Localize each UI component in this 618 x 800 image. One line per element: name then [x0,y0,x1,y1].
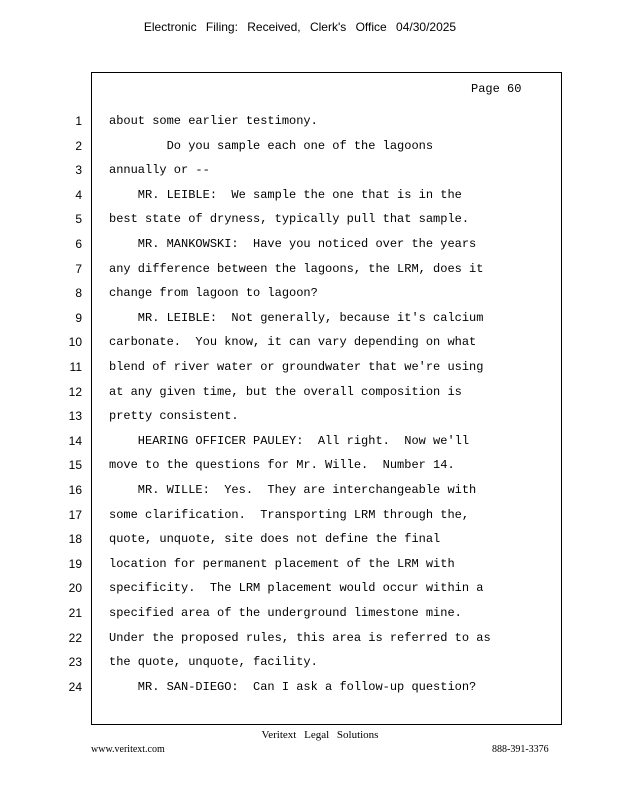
line-number: 9 [75,310,82,325]
line-text: Under the proposed rules, this area is referred to as [109,630,491,645]
transcript-line [0,360,618,384]
line-number: 5 [75,212,82,227]
line-text: MR. MANKOWSKI: Have you noticed over the years [109,237,477,251]
transcript-line [0,114,618,138]
line-number: 4 [75,187,82,202]
line-text: change from lagoon to lagoon? [109,286,318,301]
line-number: 16 [68,483,82,497]
line-text: specified area of the underground limestone mine. [109,606,462,620]
transcript-line [0,409,618,433]
line-number: 21 [68,606,82,620]
line-number: 10 [68,335,82,350]
line-number: 11 [69,360,82,374]
line-number: 20 [68,581,82,596]
transcript-line [0,237,618,261]
line-text: MR. LEIBLE: We sample the one that is in the [109,187,462,202]
line-text: best state of dryness, typically pull that sample. [109,212,470,227]
transcript-line [0,212,618,236]
transcript-line [0,680,618,704]
line-text: MR. LEIBLE: Not generally, because it's calcium [109,310,484,325]
footer-company: Veritext Legal Solutions [261,729,379,741]
line-number: 24 [68,679,82,694]
line-number: 23 [68,655,82,670]
line-text: carbonate. You know, it can vary depending on what [109,335,477,350]
line-text: quote, unquote, site does not define the final [109,532,441,547]
line-number: 8 [75,286,82,301]
line-text: any difference between the lagoons, the LRM, does it [109,261,484,276]
transcript-line [0,606,618,630]
line-text: about some earlier testimony. [109,114,318,128]
line-number: 18 [68,532,82,547]
line-number: 14 [68,433,82,448]
transcript-line [0,311,618,335]
transcript-line [0,483,618,507]
line-text: move to the questions for Mr. Wille. Number 14. [109,458,455,473]
transcript-line [0,286,618,310]
line-text: MR. WILLE: Yes. They are interchangeable with [109,483,477,497]
line-number: 12 [68,384,82,399]
transcript-line [0,163,618,187]
footer-phone: 888-391-3376 [492,744,549,755]
filing-header: Electronic Filing: Received, Clerk's Office 04/30/2025 [143,20,457,34]
line-text: Do you sample each one of the lagoons [109,138,434,153]
line-text: pretty consistent. [109,409,239,424]
transcript-line [0,581,618,605]
footer-website: www.veritext.com [91,744,165,755]
transcript-line [0,139,618,163]
line-number: 13 [68,409,82,424]
line-number: 22 [68,630,82,645]
transcript-line [0,631,618,655]
line-text: location for permanent placement of the LRM with [109,556,455,571]
transcript-line [0,385,618,409]
line-number: 3 [75,163,82,178]
transcript-line [0,655,618,679]
line-number: 17 [68,507,82,522]
line-number: 15 [68,458,82,473]
line-text: MR. SAN-DIEGO: Can I ask a follow-up question? [109,679,477,694]
line-number: 19 [68,556,82,571]
transcript-line [0,532,618,556]
transcript-line [0,557,618,581]
line-number: 1 [75,114,82,128]
line-text: annually or -- [109,163,210,178]
line-text: HEARING OFFICER PAULEY: All right. Now we'll [109,433,470,448]
transcript-line [0,262,618,286]
line-number: 6 [75,237,82,251]
line-text: at any given time, but the overall composition is [109,384,462,399]
line-text: some clarification. Transporting LRM through the, [109,507,470,522]
line-text: the quote, unquote, facility. [109,655,318,670]
transcript-line [0,458,618,482]
transcript-line [0,335,618,359]
page-number: Page 60 [471,82,522,96]
transcript-line [0,188,618,212]
line-number: 2 [75,138,82,153]
line-text: blend of river water or groundwater that we're using [109,360,484,374]
line-text: specificity. The LRM placement would occur within a [109,581,484,596]
line-number: 7 [75,261,82,276]
transcript-line [0,434,618,458]
transcript-line [0,508,618,532]
